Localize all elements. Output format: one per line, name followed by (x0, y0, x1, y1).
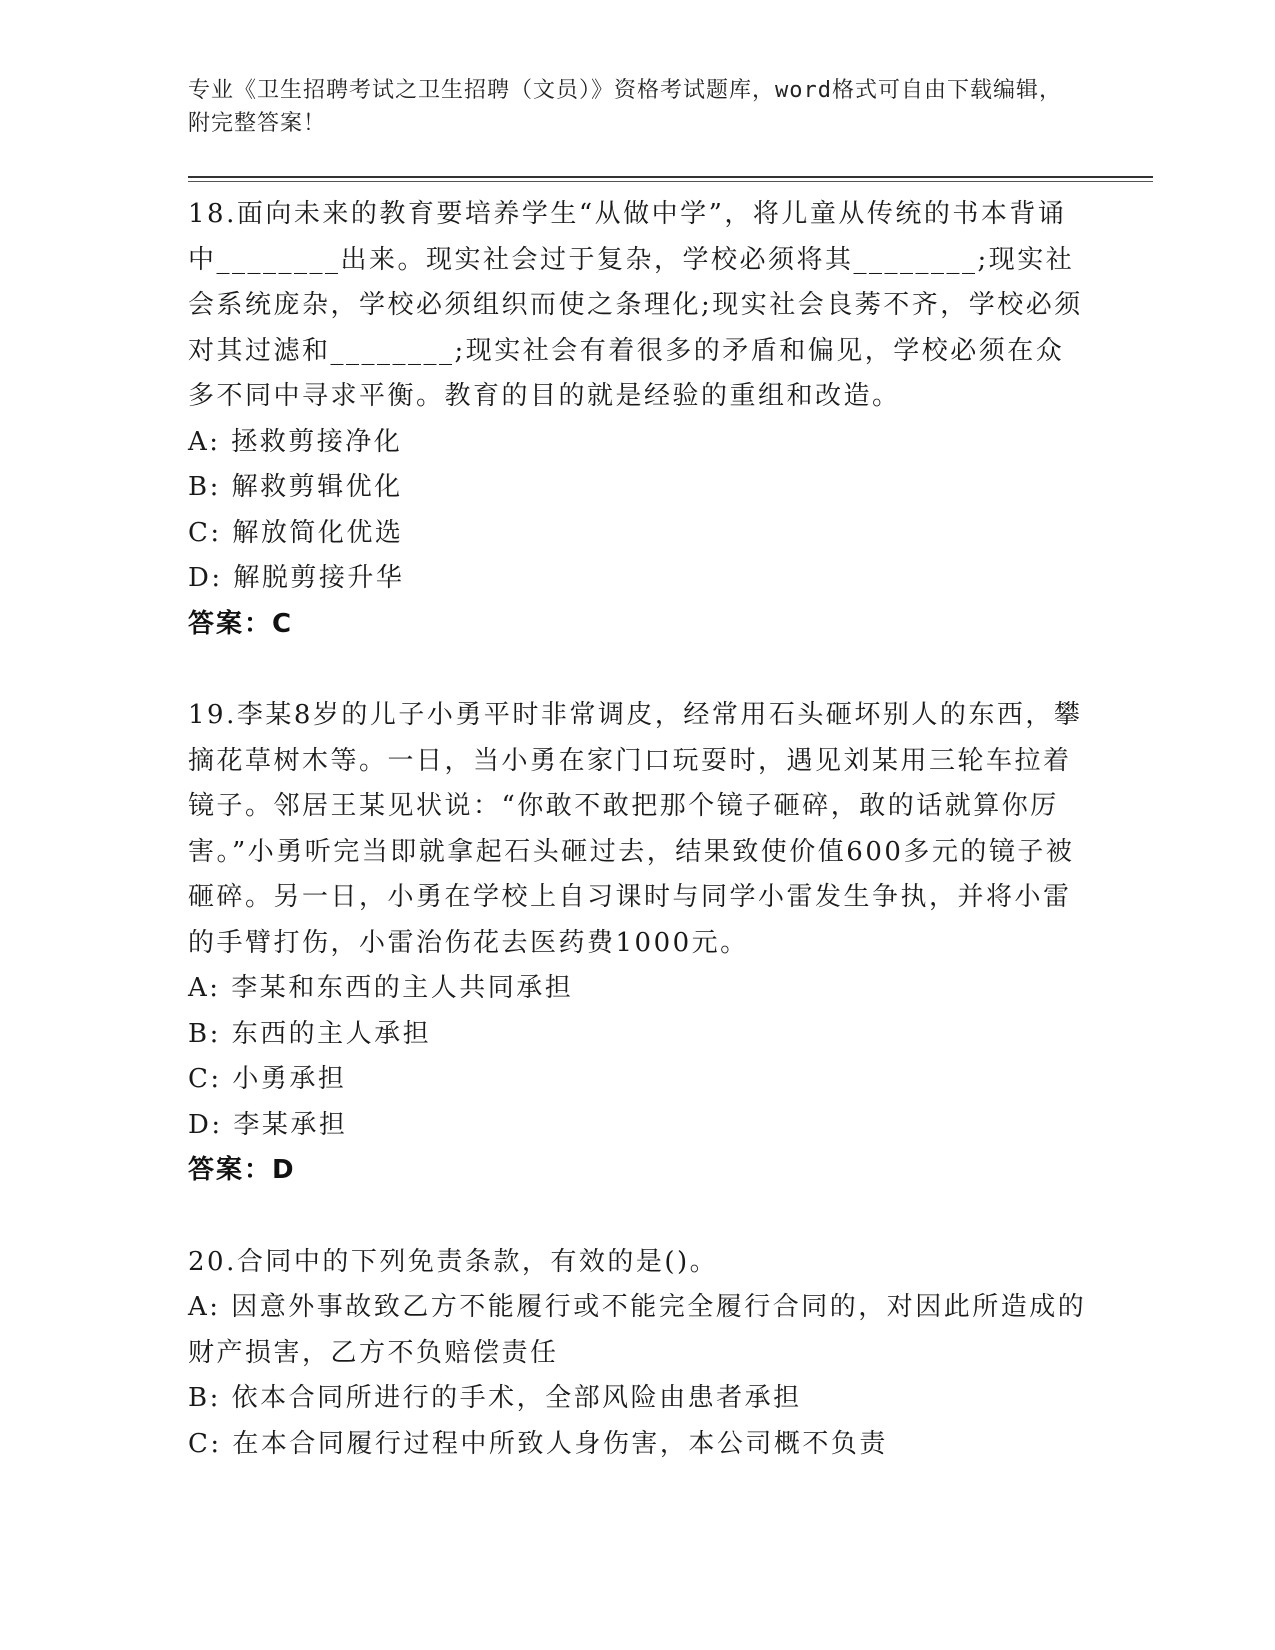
answer-line: 答案：C (188, 608, 294, 639)
header-divider-thin (188, 181, 1153, 182)
header-divider (188, 176, 1153, 178)
question-text: 18.面向未来的教育要培养学生“从做中学”，将儿童从传统的书本背诵中________出来。现实社会过于复杂，学校必须将其________;现实社会系统庞杂，学校必须组织而使之条理化;现实社会良莠不齐，学校必须对其过滤和________;现实社会有着很多的矛盾和偏见，学校必须在众多不同中寻求平衡。教育的目的就是经验的重组和改造。 (188, 199, 1083, 411)
option-b: B: 解救剪辑优化 (188, 472, 403, 502)
question-text: 20.合同中的下列免责条款，有效的是()。 (188, 1246, 719, 1277)
question-20 (188, 1240, 1088, 1468)
question-text: 19.李某8岁的儿子小勇平时非常调皮，经常用石头砸坏别人的东西，攀摘花草树木等。一日，当小勇在家门口玩耍时，遇见刘某用三轮车拉着镜子。邻居王某见状说：“你敢不敢把那个镜子砸碎，敢的话就算你厉害。”小勇听完当即就拿起石头砸过去，结果致使价值600多元的镜子被砸碎。另一日，小勇在学校上自习课时与同学小雷发生争执，并将小雷的手臂打伤，小雷治伤花去医药费1000元。 (188, 700, 1083, 958)
option-d: D: 李某承担 (188, 1109, 348, 1140)
option-c: C: 解放简化优选 (188, 517, 404, 548)
question-19 (188, 693, 1088, 1194)
option-c: C: 小勇承担 (188, 1064, 347, 1094)
option-a: A: 因意外事故致乙方不能履行或不能完全履行合同的，对因此所造成的财产损害，乙方不负赔偿责任 (188, 1292, 1087, 1368)
option-c: C: 在本合同履行过程中所致人身伤害，本公司概不负责 (188, 1428, 888, 1459)
option-d: D: 解脱剪接升华 (188, 563, 405, 593)
option-a: A: 李某和东西的主人共同承担 (188, 973, 574, 1003)
question-18 (188, 192, 1088, 647)
question-list (188, 192, 1088, 1513)
answer-line: 答案：D (188, 1155, 296, 1185)
option-b: B: 东西的主人承担 (188, 1018, 432, 1049)
page-header: 专业《卫生招聘考试之卫生招聘（文员）》资格考试题库，word格式可自由下载编辑，附完整答案！ (188, 78, 1062, 136)
option-a: A: 拯救剪接净化 (188, 426, 403, 457)
option-b: B: 依本合同所进行的手术，全部风险由患者承担 (188, 1383, 802, 1413)
